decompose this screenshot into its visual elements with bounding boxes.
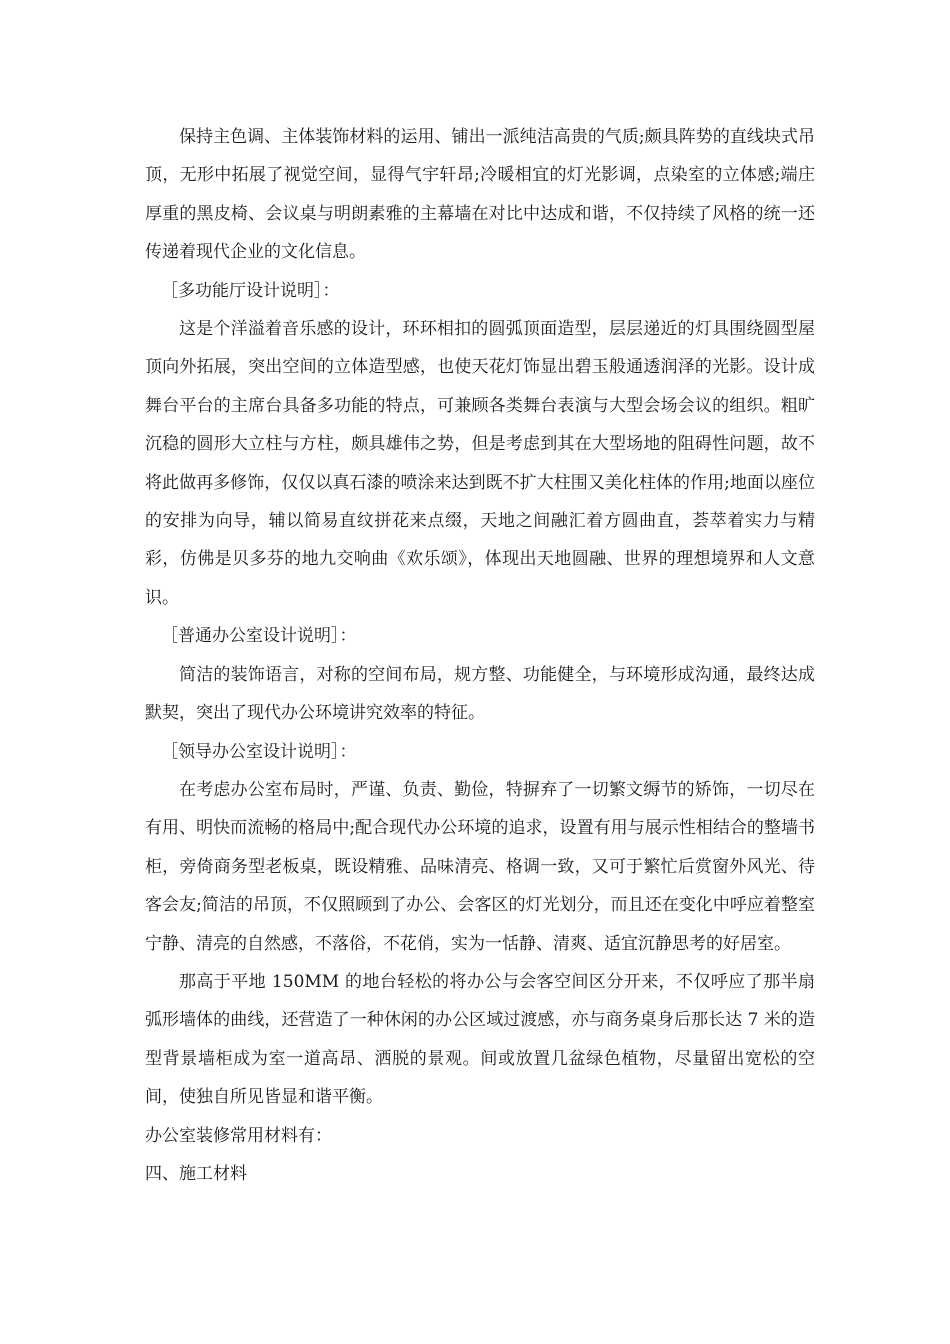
paragraph-platform: 那高于平地 150MM 的地台轻松的将办公与会客空间区分开来，不仅呼应了那半扇弧形墙体的曲线，还营造了一种休闲的办公区域过渡感，亦与商务桌身后那长达 7 米的造型背景墙柜成为室一道高昂、洒脱的景观。间或放置几盆绿色植物，尽量留出宽松的空间，使独自所见皆显和谐平衡。 <box>145 971 815 1108</box>
heading-executive-office: ［领导办公室设计说明］： <box>161 741 357 762</box>
heading-general-office: ［普通办公室设计说明］： <box>161 626 357 647</box>
section-construction-materials: 四、施工材料 <box>145 1163 247 1184</box>
paragraph-multifunction-hall: 这是个洋溢着音乐感的设计，环环相扣的圆弧顶面造型，层层递近的灯具围绕圆型屋顶向外拓展，突出空间的立体造型感，也使天花灯饰显出碧玉般通透润泽的光影。设计成舞台平台的主席台具备多功能的特点，可兼顾各类舞台表演与大型会场会议的组织。粗旷沉稳的圆形大立柱与方柱，颇具雄伟之势，但是考虑到其在大型场地的阻碍性问题，故不将此做再多修饰，仅仅以真石漆的喷涂来达到既不扩大柱围又美化柱体的作用;地面以座位的安排为向导，辅以简易直纹拼花来点缀，天地之间融汇着方圆曲直，荟萃着实力与精彩，仿佛是贝多芬的地九交响曲《欢乐颂》，体现出天地圆融、世界的理想境界和人文意识。 <box>145 319 815 608</box>
paragraph-conference-room: 保持主色调、主体装饰材料的运用、铺出一派纯洁高贵的气质;颇具阵势的直线块式吊顶，无形中拓展了视觉空间，显得气宇轩昂;冷暖相宜的灯光影调，点染室的立体感;端庄厚重的黑皮椅、会议桌与明朗素雅的主幕墙在对比中达成和谐，不仅持续了风格的统一还传递着现代企业的文化信息。 <box>145 127 815 263</box>
materials-intro-line: 办公室装修常用材料有： <box>145 1125 332 1146</box>
paragraph-executive-office: 在考虑办公室布局时，严谨、负责、勤俭，特摒弃了一切繁文缛节的矫饰，一切尽在有用、明快而流畅的格局中;配合现代办公环境的追求，设置有用与展示性相结合的整墙书柜，旁倚商务型老板桌，既设精雅、品味清亮、格调一致，又可于繁忙后赏窗外风光、待客会友;简洁的吊顶，不仅照顾到了办公、会客区的灯光划分，而且还在变化中呼应着整室宁静、清亮的自然感，不落俗，不花俏，实为一恬静、清爽、适宜沉静思考的好居室。 <box>145 779 815 954</box>
document-body <box>145 118 815 1193</box>
paragraph-general-office: 简洁的装饰语言，对称的空间布局，规方整、功能健全，与环境形成沟通，最终达成默契，突出了现代办公环境讲究效率的特征。 <box>145 664 815 724</box>
heading-multifunction-hall: ［多功能厅设计说明］： <box>161 280 340 301</box>
